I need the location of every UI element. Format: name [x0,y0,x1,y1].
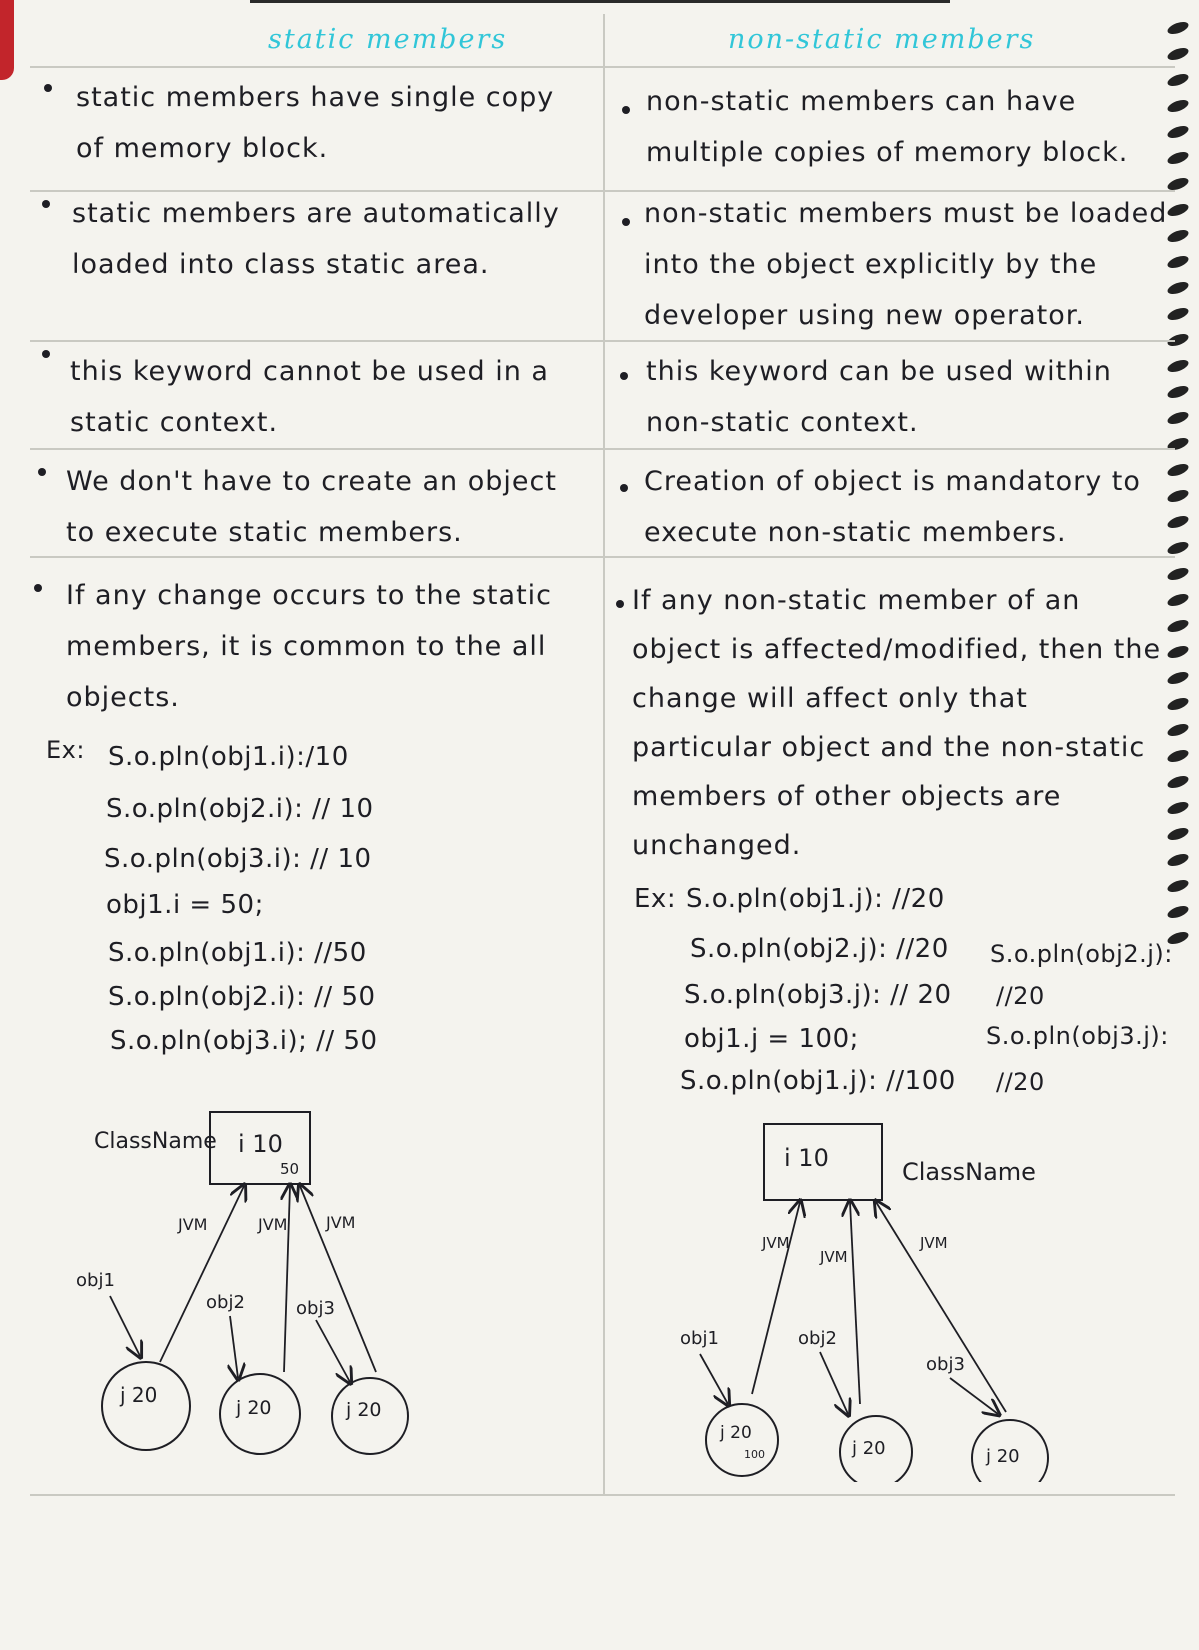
static-point-4: We don't have to create an object to execute static members. [66,466,557,548]
top-rule [250,0,950,3]
static-point-3: this keyword cannot be used in a static context. [70,356,549,438]
object-ref-label: obj1 [680,1328,719,1349]
header-static: static members [268,24,508,55]
non-static-point-3: this keyword can be used within non-static context. [646,356,1112,438]
class-box-value: i 10 [784,1144,829,1172]
static-example-line: S.o.pln(obj2.i): // 50 [108,982,376,1012]
bullet [622,218,630,226]
static-example-line: S.o.pln(obj1.i): //50 [108,938,367,968]
header-non-static: non-static members [728,24,1036,55]
jvm-label: JVM [820,1248,848,1266]
non-static-example-side: //20 [996,1068,1045,1096]
non-static-point-4: Creation of object is mandatory to execute non-static members. [644,466,1141,548]
non-static-example-label: Ex: [634,884,677,914]
non-static-example-side: //20 [996,982,1045,1010]
non-static-point-2: non-static members must be loaded into the object explicitly by the developer using new operator. [644,198,1168,331]
margin-mark [0,0,14,80]
non-static-point-1: non-static members can have multiple copies of memory block. [646,86,1129,168]
jvm-label: JVM [920,1234,948,1252]
row-divider [30,66,1175,68]
class-box-value-new: 50 [280,1160,300,1178]
bullet [620,372,628,380]
static-memory-diagram [60,1100,440,1470]
bullet [620,484,628,492]
object-value: j 20 [236,1397,272,1419]
non-static-memory-diagram [680,1112,1100,1482]
static-example-line: S.o.pln(obj1.i):/10 [108,742,349,772]
object-value: j 20 [120,1383,158,1407]
non-static-example-line: S.o.pln(obj2.j): //20 [690,934,949,964]
static-point-2: static members are automatically loaded into class static area. [72,198,560,280]
row-divider [30,1494,1175,1496]
non-static-point-5: If any non-static member of an object is affected/modified, then the change will affect only that particular object and the non-static members of other objects are unchanged. [632,585,1162,861]
class-name-label: ClassName [902,1158,1036,1186]
object-ref-label: obj3 [926,1354,965,1375]
object-value: j 20 [720,1423,752,1443]
object-ref-label: obj1 [76,1270,115,1291]
static-point-5: If any change occurs to the static members, it is common to the all objects. [66,580,552,713]
jvm-label: JVM [762,1234,790,1252]
static-example-line: S.o.pln(obj3.i): // 10 [104,844,372,874]
static-example-line: S.o.pln(obj3.i); // 50 [110,1026,378,1056]
bullet [44,84,52,92]
class-name-label: ClassName [94,1129,217,1154]
jvm-label: JVM [178,1215,208,1234]
object-ref-label: obj3 [296,1298,335,1319]
non-static-example-side: S.o.pln(obj2.j): [990,940,1173,968]
non-static-example-line: S.o.pln(obj1.j): //20 [686,884,945,914]
static-example-label: Ex: [46,736,85,764]
jvm-label: JVM [258,1215,288,1234]
jvm-label: JVM [326,1213,356,1232]
class-box-value: i 10 [238,1130,283,1158]
object-value: j 20 [852,1438,886,1459]
object-ref-label: obj2 [798,1328,837,1349]
bullet [42,200,50,208]
non-static-example-side: S.o.pln(obj3.j): [986,1022,1169,1050]
bullet [616,600,624,608]
object-value: j 20 [986,1446,1020,1467]
non-static-example-line: S.o.pln(obj1.j): //100 [680,1066,956,1096]
object-new-value: 100 [744,1448,765,1461]
non-static-example-line: obj1.j = 100; [684,1024,859,1054]
bullet [622,106,630,114]
bullet [38,468,46,476]
row-divider [30,448,1175,450]
static-example-line: S.o.pln(obj2.i): // 10 [106,794,374,824]
object-ref-label: obj2 [206,1292,245,1313]
column-divider [603,14,605,1494]
bullet [42,350,50,358]
static-point-1: static members have single copy of memory block. [76,82,555,164]
bullet [34,584,42,592]
object-value: j 20 [346,1399,382,1421]
static-example-line: obj1.i = 50; [106,890,264,920]
non-static-example-line: S.o.pln(obj3.j): // 20 [684,980,952,1010]
